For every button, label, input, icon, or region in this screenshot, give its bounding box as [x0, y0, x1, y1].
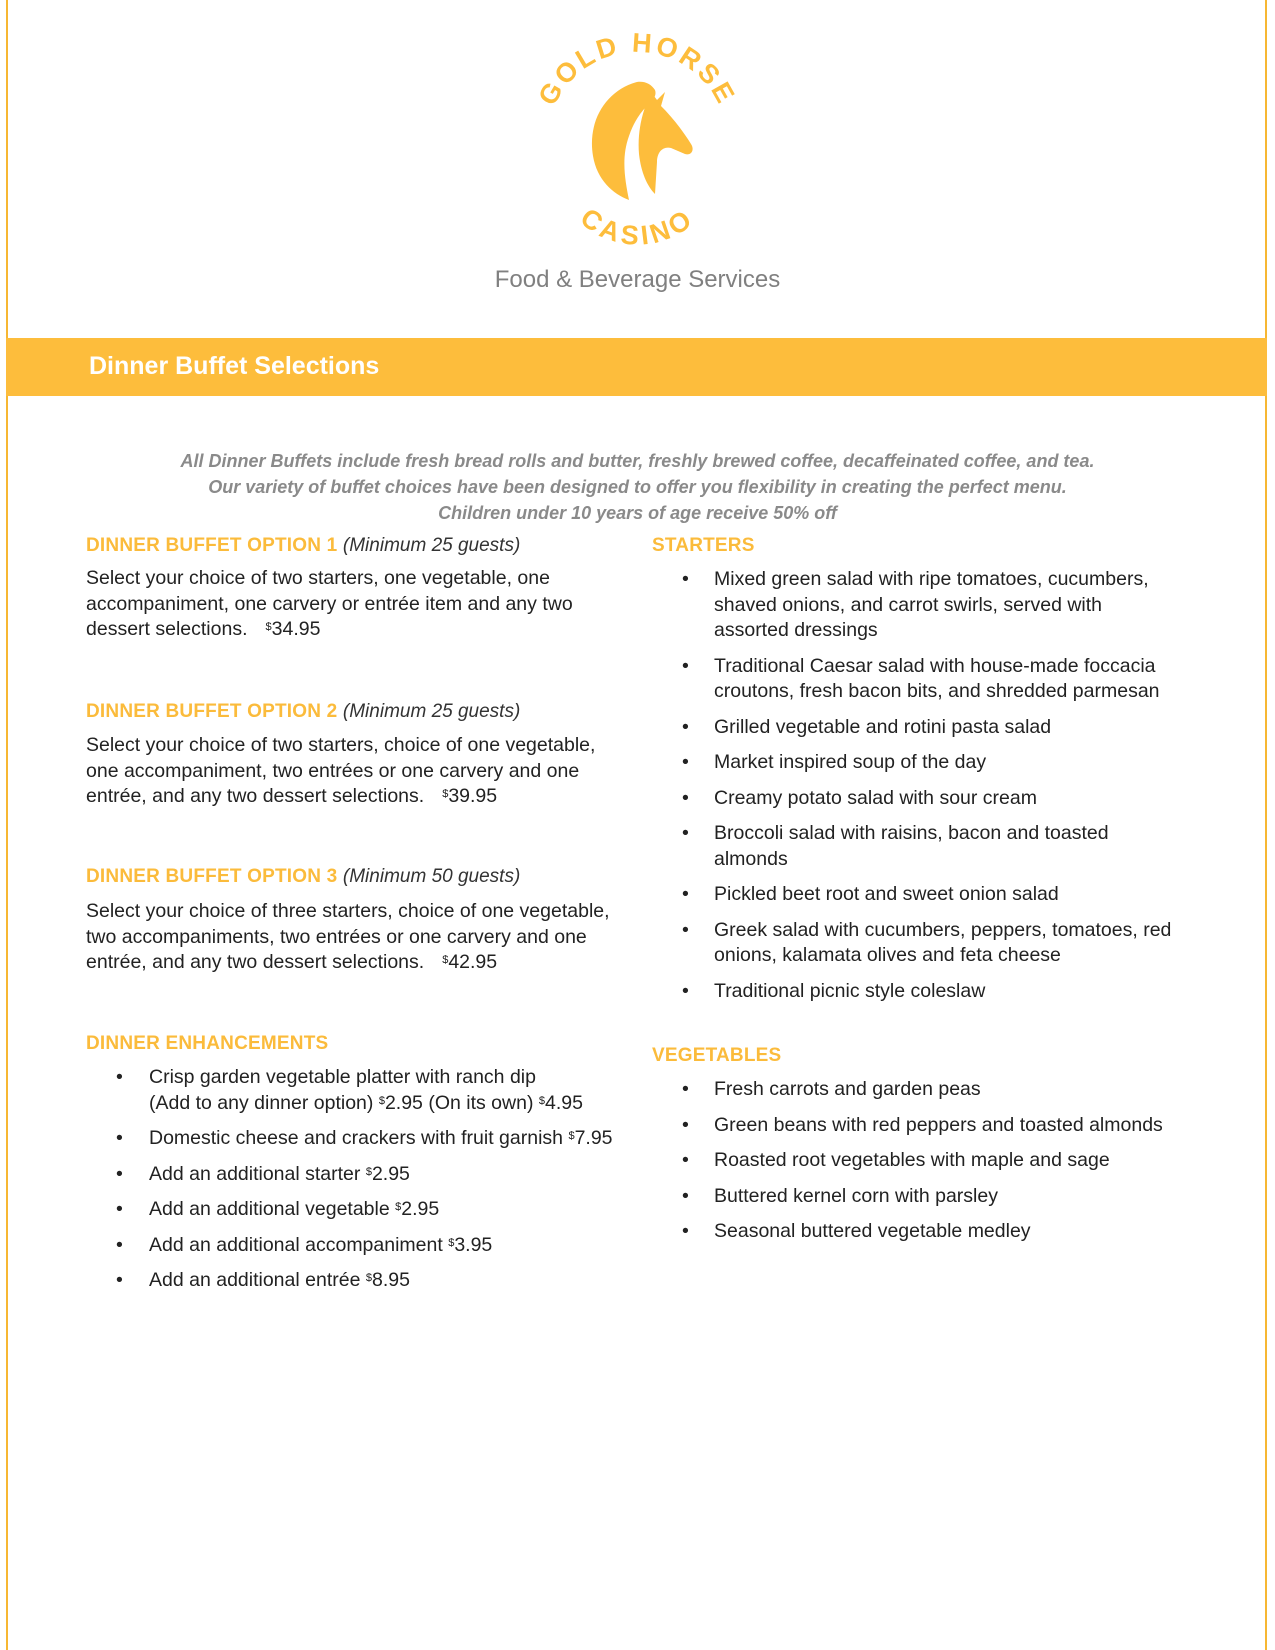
- starter-line: shaved onions, and carrot swirls, served with: [714, 593, 1103, 616]
- intro-line: All Dinner Buffets include fresh bread rolls and butter, freshly brewed coffee, decaffeinated coffee, and tea.: [180, 451, 1095, 471]
- list-item: [652, 1184, 1192, 1210]
- option-1-description: [86, 566, 573, 643]
- enhancement-price: 7.95: [574, 1127, 613, 1149]
- bullet: •: [682, 715, 689, 738]
- starter-line: Market inspired soup of the day: [714, 751, 987, 773]
- logo-text-top: GOLD HORSE: [532, 30, 742, 111]
- option-1-note: (Minimum 25 guests): [342, 535, 521, 556]
- option-2-price: 39.95: [448, 785, 498, 807]
- option-2-line: entrée, and any two dessert selections.: [86, 785, 425, 807]
- bullet: •: [682, 1149, 689, 1171]
- enhancement-price: 2.95: [384, 1091, 423, 1114]
- enhancements-list: [86, 1065, 626, 1304]
- list-item: [652, 918, 1192, 969]
- enhancement-text: (On its own): [428, 1091, 534, 1114]
- bullet: •: [116, 1269, 123, 1291]
- enhancement-text: Crisp garden vegetable platter with ranch dip: [149, 1066, 536, 1088]
- starter-line: assorted dressings: [714, 619, 878, 641]
- option-3-note: (Minimum 50 guests): [342, 866, 521, 887]
- list-item: [652, 654, 1192, 705]
- option-2-note: (Minimum 25 guests): [342, 701, 521, 722]
- starter-line: onions, kalamata olives and feta cheese: [714, 944, 1061, 966]
- banner-title: Dinner Buffet Selections: [89, 352, 380, 380]
- horse-head-icon: [592, 82, 693, 200]
- bullet: •: [682, 822, 689, 844]
- list-item: [652, 882, 1192, 908]
- enhancement-text: Add an additional accompaniment: [149, 1233, 443, 1256]
- vegetable-text: Seasonal buttered vegetable medley: [714, 1220, 1031, 1242]
- currency-symbol: $: [265, 621, 272, 633]
- starter-line: Mixed green salad with ripe tomatoes, cucumbers,: [714, 568, 1149, 590]
- logo-text-bottom: CASINO: [574, 202, 701, 252]
- enhancement-text: (Add to any dinner option): [149, 1091, 374, 1114]
- list-item: [86, 1233, 626, 1259]
- bullet: •: [116, 1198, 123, 1220]
- starters-heading: STARTERS: [652, 535, 755, 556]
- list-item: [86, 1268, 626, 1294]
- option-1-title: DINNER BUFFET OPTION 1: [86, 535, 338, 556]
- vegetables-list: [652, 1077, 1192, 1255]
- currency-symbol: $: [442, 788, 449, 800]
- option-2-heading: [86, 701, 520, 723]
- list-item: [86, 1065, 626, 1116]
- bullet: •: [682, 1184, 689, 1207]
- option-3-line: entrée, and any two dessert selections.: [86, 951, 425, 973]
- list-item: [652, 1113, 1192, 1139]
- bullet: •: [116, 1066, 123, 1088]
- vegetables-heading: VEGETABLES: [652, 1045, 782, 1066]
- currency-symbol: $: [568, 1130, 575, 1142]
- currency-symbol: $: [538, 1094, 545, 1107]
- starter-line: Creamy potato salad with sour cream: [714, 786, 1037, 809]
- option-3-price: 42.95: [448, 951, 498, 973]
- list-item: [652, 979, 1192, 1005]
- currency-symbol: $: [365, 1165, 372, 1178]
- currency-symbol: $: [365, 1272, 372, 1284]
- enhancement-price: 2.95: [371, 1162, 410, 1185]
- currency-symbol: $: [448, 1236, 455, 1249]
- option-3-line: two accompaniments, two entrées or one carvery and one: [86, 925, 587, 948]
- intro-text: [0, 448, 1275, 526]
- list-item: [652, 715, 1192, 741]
- enhancement-text: Add an additional entrée: [149, 1269, 361, 1291]
- list-item: [652, 567, 1192, 644]
- bullet: •: [682, 786, 689, 809]
- starter-line: almonds: [714, 847, 788, 870]
- enhancement-price: 8.95: [371, 1269, 410, 1291]
- bullet: •: [682, 568, 689, 590]
- bullet: •: [682, 918, 689, 941]
- vegetable-text: Buttered kernel corn with parsley: [714, 1184, 998, 1207]
- list-item: [652, 1219, 1192, 1245]
- starter-line: Greek salad with cucumbers, peppers, tomatoes, red: [714, 918, 1172, 941]
- section-banner: [6, 338, 1267, 396]
- enhancement-text: Domestic cheese and crackers with fruit garnish: [149, 1127, 564, 1149]
- gold-horse-logo: [525, 30, 750, 255]
- bullet: •: [116, 1162, 123, 1185]
- intro-line: Our variety of buffet choices have been designed to offer you flexibility in creating the perfect menu.: [208, 477, 1067, 497]
- list-item: [652, 750, 1192, 776]
- currency-symbol: $: [395, 1201, 402, 1213]
- starter-line: Traditional Caesar salad with house-made foccacia: [714, 654, 1156, 677]
- starter-line: Pickled beet root and sweet onion salad: [714, 883, 1059, 905]
- bullet: •: [682, 1113, 689, 1136]
- intro-line: Children under 10 years of age receive 50% off: [438, 503, 837, 523]
- currency-symbol: $: [378, 1094, 385, 1107]
- vegetable-text: Fresh carrots and garden peas: [714, 1078, 981, 1100]
- option-2-line: one accompaniment, two entrées or one carvery and one: [86, 759, 580, 782]
- services-subtitle: Food & Beverage Services: [494, 266, 781, 293]
- option-3-heading: [86, 866, 520, 888]
- starter-line: croutons, fresh bacon bits, and shredded parmesan: [714, 680, 1160, 702]
- option-2-description: [86, 733, 595, 810]
- option-1-line: Select your choice of two starters, one vegetable, one: [86, 567, 550, 589]
- bullet: •: [682, 979, 689, 1002]
- list-item: [652, 1148, 1192, 1174]
- list-item: [652, 786, 1192, 812]
- option-3-line: Select your choice of three starters, choice of one vegetable,: [86, 900, 610, 922]
- bullet: •: [682, 1078, 689, 1100]
- bullet: •: [682, 654, 689, 677]
- option-1-line: dessert selections.: [86, 618, 248, 640]
- enhancement-price: 4.95: [544, 1091, 583, 1114]
- currency-symbol: $: [442, 954, 449, 966]
- bullet: •: [682, 1220, 689, 1242]
- enhancement-price: 2.95: [401, 1198, 440, 1220]
- option-1-heading: [86, 535, 520, 557]
- bullet: •: [116, 1127, 123, 1149]
- enhancement-price: 3.95: [454, 1233, 493, 1256]
- list-item: [86, 1126, 626, 1152]
- option-2-title: DINNER BUFFET OPTION 2: [86, 701, 338, 722]
- starter-line: Grilled vegetable and rotini pasta salad: [714, 715, 1052, 738]
- bullet: •: [682, 883, 689, 905]
- vegetable-text: Green beans with red peppers and toasted almonds: [714, 1113, 1163, 1136]
- list-item: [86, 1162, 626, 1188]
- enhancement-text: Add an additional vegetable: [149, 1198, 390, 1220]
- option-3-title: DINNER BUFFET OPTION 3: [86, 866, 338, 887]
- option-3-description: [86, 899, 610, 976]
- list-item: [652, 1077, 1192, 1103]
- enhancement-text: Add an additional starter: [149, 1162, 361, 1185]
- option-2-line: Select your choice of two starters, choice of one vegetable,: [86, 734, 596, 756]
- list-item: [652, 821, 1192, 872]
- bullet: •: [116, 1233, 123, 1256]
- list-item: [86, 1197, 626, 1223]
- starters-list: [652, 567, 1192, 1014]
- option-1-price: 34.95: [271, 618, 321, 640]
- option-1-line: accompaniment, one carvery or entrée item and any two: [86, 592, 573, 615]
- enhancements-heading: DINNER ENHANCEMENTS: [86, 1033, 329, 1054]
- starter-line: Traditional picnic style coleslaw: [714, 979, 986, 1002]
- starter-line: Broccoli salad with raisins, bacon and toasted: [714, 822, 1109, 844]
- svg-text:CASINO: [575, 202, 700, 251]
- vegetable-text: Roasted root vegetables with maple and sage: [714, 1149, 1110, 1171]
- bullet: •: [682, 751, 689, 773]
